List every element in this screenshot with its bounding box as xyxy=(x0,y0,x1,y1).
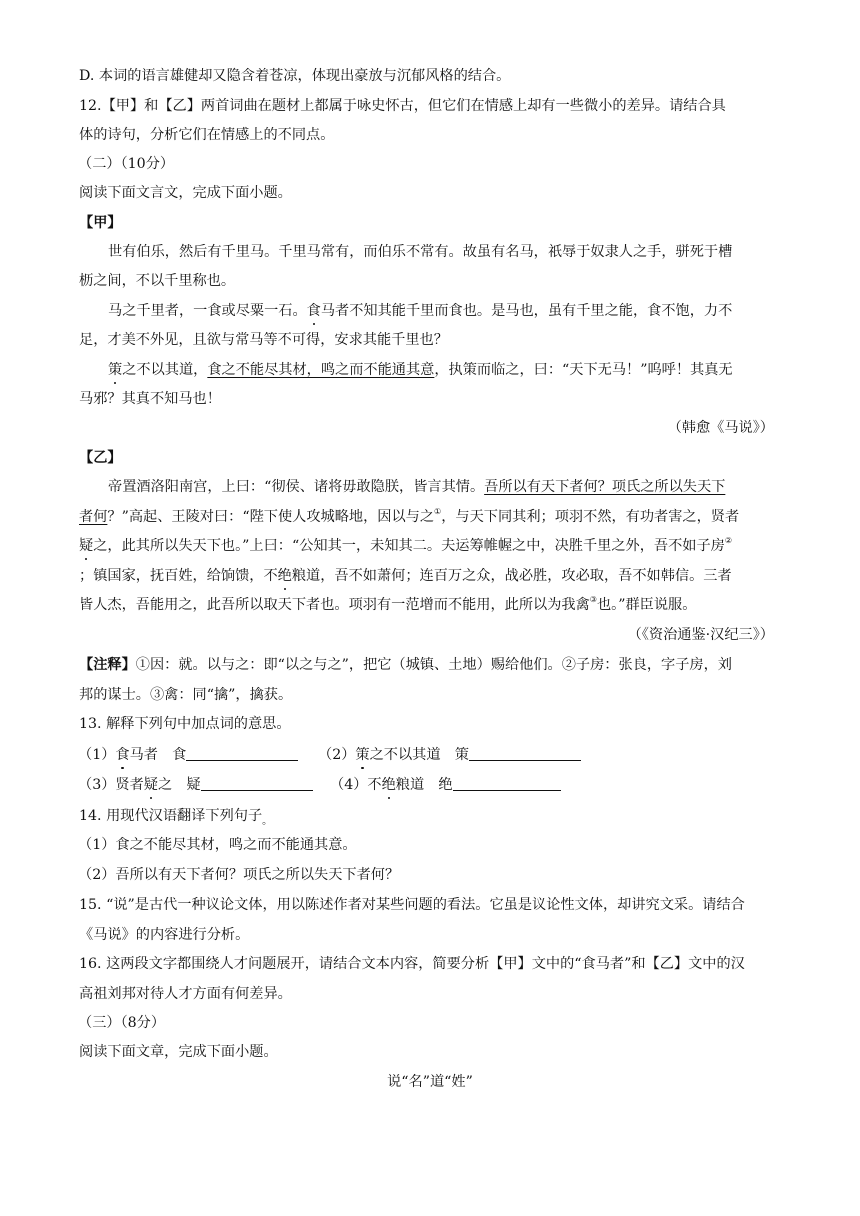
q13-answer-blank-1[interactable] xyxy=(186,746,298,761)
underlined-sentence-1: 食之不能尽其材，鸣之而不能通其意 xyxy=(207,362,435,378)
yi-line-5: 皆人杰，吾能用之，此吾所以取天下者也。项羽有一范增而不能用，此所以为我禽③也。”群臣说服。 xyxy=(79,595,697,613)
underlined-sentence-2-part-2: 者何 xyxy=(79,509,108,525)
section-3-heading: （三）（8分） xyxy=(78,1015,166,1031)
q11-option-d: D. 本词的语言雄健却又隐含着苍凉，体现出豪放与沉郁风格的结合。 xyxy=(79,68,511,84)
dotted-word-jue: 绝 xyxy=(277,568,292,584)
dotted-word-ce: 策 xyxy=(108,362,123,378)
annotation-line-1: 【注释】①因：就。以与之：即“以之与之”，把它（城镇、土地）赐给他们。②子房：张良，字子房，刘 xyxy=(79,657,732,673)
annotation-label: 【注释】 xyxy=(79,657,136,673)
jia-p3-line-1: 策之不以其道，食之不能尽其材，鸣之而不能通其意，执策而临之，曰：“天下无马！”呜呼！其真无 xyxy=(108,362,733,378)
jia-p1-line-2: 枥之间，不以千里称也。 xyxy=(79,273,236,289)
q13-item-3: （3）贤者疑之 疑 xyxy=(78,775,313,795)
q13-item-2: （2）策之不以其道 策 xyxy=(318,745,581,765)
q13-item-1: （1）食马者 食 xyxy=(78,745,298,765)
footnote-mark-1: ① xyxy=(434,507,442,516)
section-2-instruction: 阅读下面文言文，完成下面小题。 xyxy=(79,185,292,201)
q15-line-2: 《马说》的内容进行分析。 xyxy=(79,927,250,943)
q13-stem: 13. 解释下列句中加点词的意思。 xyxy=(79,716,291,732)
jia-p2-line-2: 足，才美不外见，且欲与常马等不可得，安求其能千里也？ xyxy=(79,332,448,348)
yi-line-4: ；镇国家，抚百姓，给饷馈，不绝粮道，吾不如萧何；连百万之众，战必胜，攻必取，吾不如韩信。三者 xyxy=(79,568,732,584)
q12-line-1: 12.【甲】和【乙】两首词曲在题材上都属于咏史怀古，但它们在情感上却有一些微小的差异。请结合具 xyxy=(79,98,726,114)
q14-sentence-1: （1）食之不能尽其材，鸣之而不能通其意。 xyxy=(78,837,357,853)
q13-item-4: （4）不绝粮道 绝 xyxy=(330,775,561,795)
text-jia-label: 【甲】 xyxy=(79,215,122,231)
dotted-word-yi: 疑 xyxy=(79,538,94,554)
section-3-instruction: 阅读下面文章，完成下面小题。 xyxy=(79,1044,278,1060)
q14-sentence-2: （2）吾所以有天下者何？项氏之所以失天下者何？ xyxy=(78,867,400,883)
q14-stem: 14. 用现代汉语翻译下列句子$_。$ xyxy=(79,808,273,827)
q12-line-2: 体的诗句，分析它们在情感上的不同点。 xyxy=(79,127,335,143)
footnote-mark-3: ③ xyxy=(589,595,597,604)
q16-line-1: 16. 这两段文字都围绕人才问题展开，请结合文本内容，简要分析【甲】文中的“食马者”和【乙】文中的汉 xyxy=(79,956,745,972)
q13-answer-blank-3[interactable] xyxy=(201,776,313,791)
footnote-mark-2: ② xyxy=(724,536,733,545)
underlined-sentence-2-part-1: 吾所以有天下者何？项氏之所以失天下 xyxy=(484,479,726,495)
yi-line-2: 者何？”高起、王陵对曰：“陛下使人攻城略地，因以与之①，与天下同其利；项羽不然，有功者害之，贤者 xyxy=(79,507,740,525)
yi-line-3: 疑之，此其所以失天下也。”上曰：“公知其一，未知其二。夫运筹帷幄之中，决胜千里之外，吾不如子房② xyxy=(79,536,733,554)
q16-line-2: 高祖刘邦对待人才方面有何差异。 xyxy=(79,986,292,1002)
q15-line-1: 15. “说”是古代一种议论文体，用以陈述作者对某些问题的看法。它虽是议论性文体，却讲究文采。请结合 xyxy=(79,897,745,913)
annotation-line-2: 邦的谋士。③禽：同“擒”，擒获。 xyxy=(79,687,293,703)
yi-source: （《资治通鉴·汉纪三》） xyxy=(627,627,774,643)
section-2-heading: （二）（10分） xyxy=(78,156,175,172)
text-yi-label: 【乙】 xyxy=(79,450,122,466)
jia-p3-line-2: 马邪？其真不知马也！ xyxy=(79,391,221,407)
jia-source: （韩愈《马说》） xyxy=(667,420,774,436)
jia-p1-line-1: 世有伯乐，然后有千里马。千里马常有，而伯乐不常有。故虽有名马，祇辱于奴隶人之手，骈死于槽 xyxy=(108,244,733,260)
yi-line-1: 帝置酒洛阳南宫，上曰：“彻侯、诸将毋敢隐朕，皆言其情。吾所以有天下者何？项氏之所以失天下 xyxy=(108,479,726,495)
q13-answer-blank-4[interactable] xyxy=(453,776,561,791)
article-title: 说“名”道“姓” xyxy=(387,1074,473,1090)
jia-p2-line-1: 马之千里者，一食或尽粟一石。食马者不知其能千里而食也。是马也，虽有千里之能，食不饱，力不 xyxy=(108,303,733,319)
q13-answer-blank-2[interactable] xyxy=(469,746,581,761)
dotted-word-shi: 食 xyxy=(306,303,321,319)
